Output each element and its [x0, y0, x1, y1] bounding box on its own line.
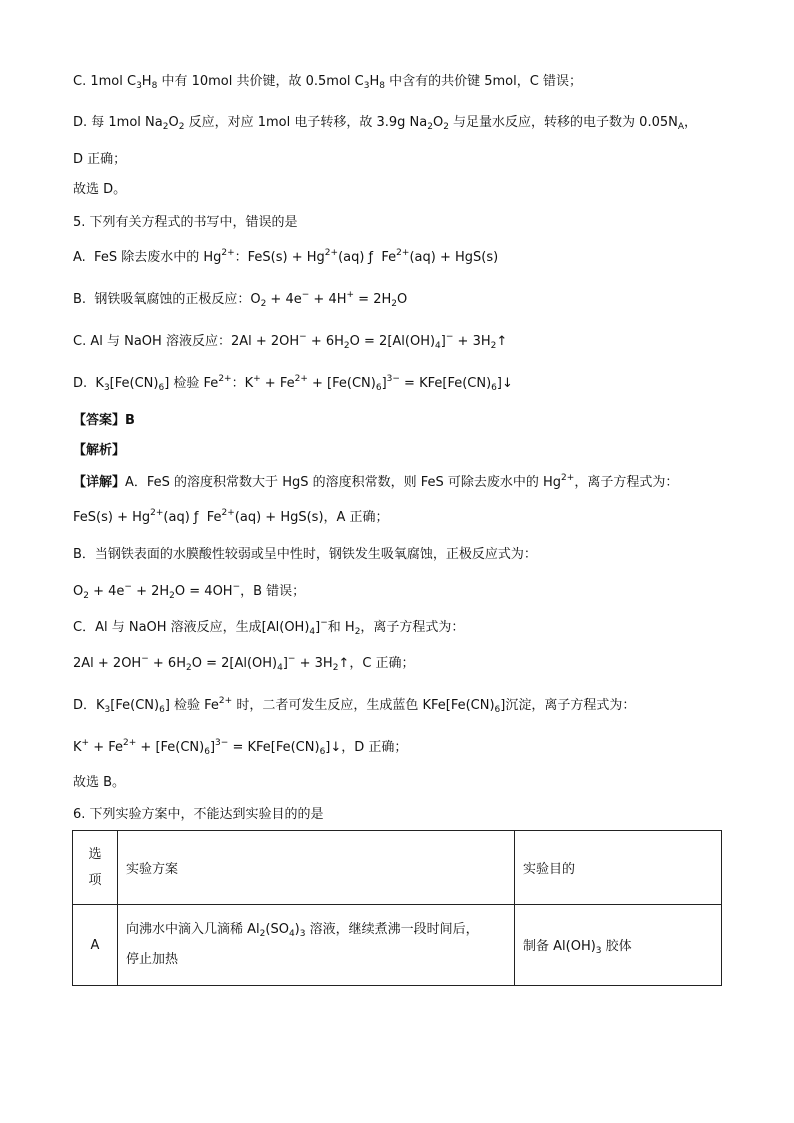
- question-6-stem: 6. 下列实验方案中，不能达到实验目的的是: [73, 807, 324, 822]
- question-5-stem: 5. 下列有关方程式的书写中，错误的是: [73, 215, 298, 230]
- row-goal: 制备 $Al(OH)_3$ 胶体: [515, 905, 722, 986]
- detail-b-equation: $O_2 + 4e^- + 2H_2O = 4OH^-$，B 错误；: [73, 582, 306, 601]
- detail-d-equation: $K^+ + Fe^{2+} + [Fe(CN)_6]^{3-}$ = $KFe[Fe(CN)_6]↓$，D 正确；: [73, 738, 408, 757]
- option-c: C. Al 与 NaOH 溶液反应：$2Al + 2OH^- + 6H_2O = 2[Al(OH)_4]^-$ + $3H_2↑$: [73, 332, 508, 351]
- detail-c-intro: C．Al 与 NaOH 溶液反应，生成$[Al(OH)_4]^-$和 $H_2$，离子方程式为：: [73, 618, 465, 637]
- analysis-label: 【解析】: [73, 443, 126, 458]
- option-d: D. $K_3[Fe(CN)_6]$ 检验 $Fe^{2+}$：$K^+ + Fe^{2+} + [Fe(CN)_6]^{3-}$ = $KFe[Fe(CN)_6]↓$: [73, 374, 513, 393]
- detail-b-intro: B．当钢铁表面的水膜酸性较弱或呈中性时，钢铁发生吸氧腐蚀，正极反应式为：: [73, 547, 537, 562]
- row-plan: 向沸水中滴入几滴稀 $Al_2(SO_4)_3$ 溶液，继续煮沸一段时间后， 停止加热: [118, 905, 515, 986]
- text-line: 故选 D。: [73, 182, 127, 197]
- table-row: [73, 905, 722, 986]
- detail-a-equation: $FeS(s) + Hg^{2+}(aq)$ ƒ $Fe^{2+}(aq) + HgS(s)$，A 正确；: [73, 508, 389, 525]
- header-goal: 实验目的: [515, 831, 722, 905]
- header-option: 选 项: [73, 831, 118, 905]
- detail-a-intro: 【详解】A．FeS 的溶度积常数大于 HgS 的溶度积常数，则 FeS 可除去废水中的 $Hg^{2+}$，离子方程式为：: [73, 473, 679, 490]
- experiment-table: [72, 830, 722, 986]
- text-line: D 正确；: [73, 152, 127, 167]
- final-answer-line: 故选 B。: [73, 775, 126, 790]
- option-b: B. 钢铁吸氧腐蚀的正极反应：$O_2 + 4e^- + 4H^+ = 2H_2O$: [73, 290, 408, 309]
- text-line: D. 每 1mol $Na_2O_2$ 反应，对应 1mol 电子转移，故 3.9g $Na_2O_2$ 与足量水反应，转移的电子数为 $0.05N_A$，: [73, 115, 698, 132]
- table-header-row: [73, 831, 722, 905]
- detail-d-intro: D．$K_3[Fe(CN)_6]$ 检验 $Fe^{2+}$ 时，二者可发生反应，生成蓝色 $KFe[Fe(CN)_6]$沉淀，离子方程式为：: [73, 696, 636, 715]
- row-option: A: [73, 905, 118, 986]
- detail-c-equation: $2Al + 2OH^- + 6H_2O = 2[Al(OH)_4]^-$ + $3H_2↑$，C 正确；: [73, 654, 415, 673]
- answer-label: 【答案】B: [73, 413, 135, 428]
- option-a: A. FeS 除去废水中的 $Hg^{2+}$：$FeS(s) + Hg^{2+}(aq)$ ƒ $Fe^{2+}(aq) + HgS(s)$: [73, 248, 499, 265]
- header-plan: 实验方案: [118, 831, 515, 905]
- text-line: C. 1mol $C_3H_8$ 中有 10mol 共价键，故 0.5mol $C_3H_8$ 中含有的共价键 5mol，C 错误；: [73, 74, 582, 91]
